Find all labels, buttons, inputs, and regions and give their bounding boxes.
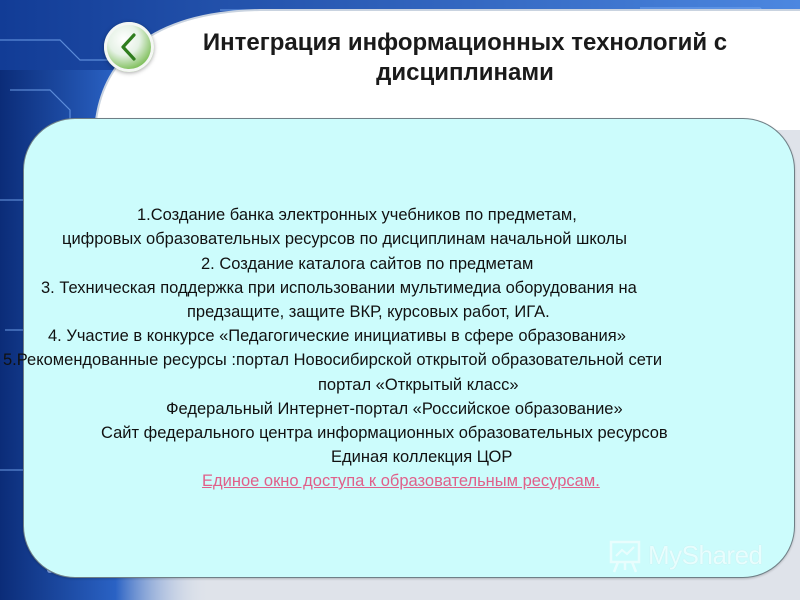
- watermark: [606, 536, 786, 576]
- watermark-text: MyShared: [648, 540, 763, 570]
- content-line: портал «Открытый класс»: [318, 376, 519, 394]
- content-line: цифровых образовательных ресурсов по дисциплинам начальной школы: [62, 230, 628, 248]
- content-line: 3. Техническая поддержка при использовании мультимедиа оборудования на: [41, 279, 637, 297]
- chevron-left-icon: [104, 22, 154, 72]
- slide-title: [160, 28, 770, 88]
- content-line: предзащите, защите ВКР, курсовых работ, ИГА.: [187, 303, 550, 321]
- content-line: Единая коллекция ЦОР: [331, 448, 513, 466]
- content-line: 1.Создание банка электронных учебников по предметам,: [137, 206, 577, 224]
- back-button[interactable]: [104, 22, 154, 72]
- content-line: 2. Создание каталога сайтов по предметам: [201, 255, 534, 273]
- content-line: 4. Участие в конкурсе «Педагогические инициативы в сфере образования»: [48, 327, 626, 345]
- content-line: Федеральный Интернет-портал «Российское образование»: [166, 400, 623, 418]
- presentation-board-icon: [606, 536, 646, 576]
- title-line-2: дисциплинами: [376, 59, 554, 86]
- title-line-1: Интеграция информационных технологий с: [202, 29, 728, 56]
- content-line: 5.Рекомендованные ресурсы :портал Новосибирской открытой образовательной сети: [3, 351, 663, 369]
- content-line: Сайт федерального центра информационных образовательных ресурсов: [101, 424, 668, 442]
- content-panel: [23, 118, 795, 578]
- resource-window-link[interactable]: Единое окно доступа к образовательным ресурсам.: [202, 472, 600, 490]
